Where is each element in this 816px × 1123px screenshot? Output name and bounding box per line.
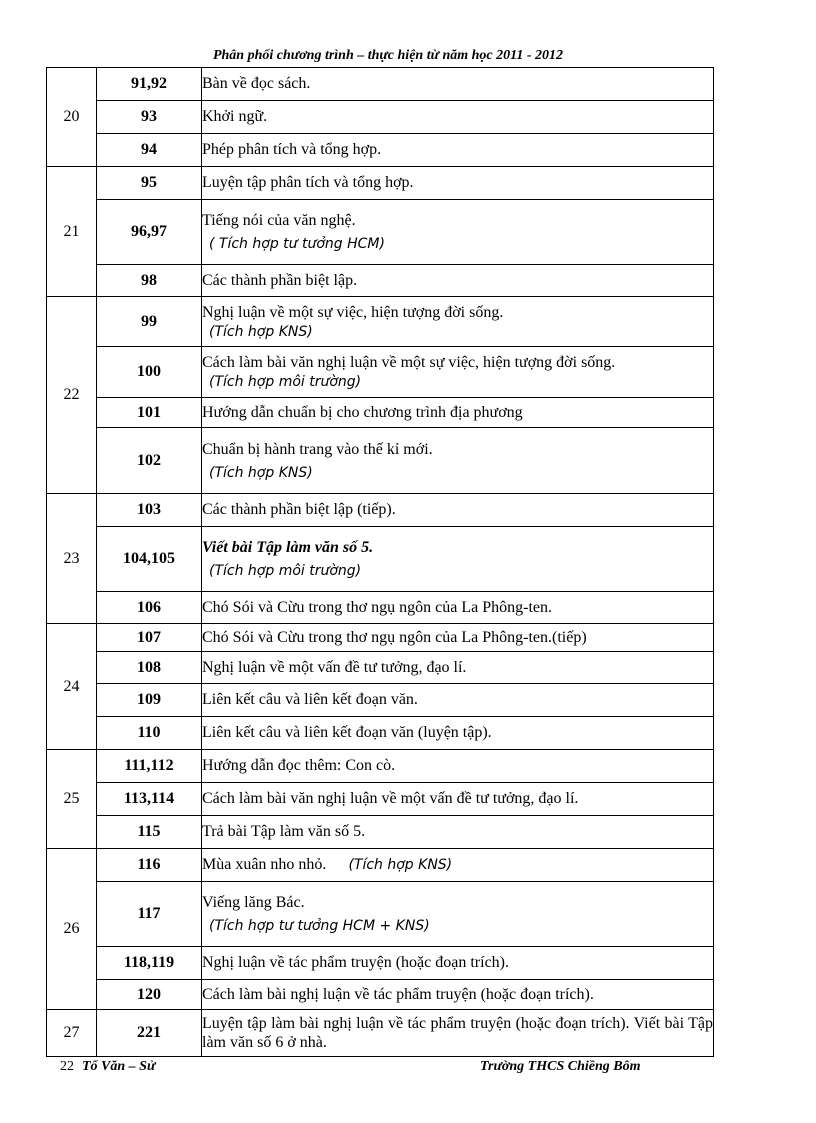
period-cell: 99 [97,297,202,347]
period-cell: 101 [97,398,202,428]
lesson-cell [202,816,714,849]
lesson-title: Tiếng nói của văn nghệ. [202,212,356,229]
integration-note: (Tích hợp tư tưởng HCM + KNS) [209,918,430,935]
period-cell: 108 [97,652,202,684]
table-row [47,783,714,816]
table-row [47,882,714,947]
lesson-cell [202,347,714,398]
lesson-title: Hướng dẫn đọc thêm: Con cò. [202,757,396,775]
period-cell: 113,114 [97,783,202,816]
lesson-title: Chó Sói và Cừu trong thơ ngụ ngôn của La Phông-ten.(tiếp) [202,628,587,646]
table-row [47,134,714,167]
week-cell: 21 [47,167,97,297]
table-row [47,624,714,652]
lesson-cell [202,297,714,347]
lesson-cell [202,398,714,428]
lesson-cell [202,428,714,494]
lesson-cell [202,947,714,980]
lesson-cell [202,684,714,717]
table-row [47,947,714,980]
period-cell: 94 [97,134,202,167]
integration-note: ( Tích hợp tư tưởng HCM) [209,236,385,253]
table-row [47,849,714,882]
lesson-title: Chó Sói và Cừu trong thơ ngụ ngôn của La Phông-ten. [202,598,552,616]
period-cell: 109 [97,684,202,717]
lesson-title: Khởi ngữ. [202,108,268,126]
lesson-title: Luyện tập phân tích và tổng hợp. [202,174,414,192]
integration-note: (Tích hợp môi trường) [209,563,362,580]
table-row [47,265,714,297]
lesson-title: Các thành phần biệt lập (tiếp). [202,501,396,519]
lesson-title: Trả bài Tập làm văn số 5. [202,823,366,841]
table-row [47,816,714,849]
table-row [47,398,714,428]
table-row [47,527,714,592]
integration-note: (Tích hợp KNS) [209,464,313,481]
week-cell: 25 [47,750,97,849]
lesson-cell [202,494,714,527]
week-cell: 26 [47,849,97,1010]
lesson-cell [202,652,714,684]
table-row [47,750,714,783]
lesson-cell [202,527,714,592]
period-cell: 120 [97,980,202,1010]
period-cell: 117 [97,882,202,947]
school-name: Trường THCS Chiềng Bôm [480,1059,641,1074]
table-row [47,592,714,624]
week-cell: 27 [47,1010,97,1057]
lesson-cell [202,882,714,947]
lesson-title: Liên kết câu và liên kết đoạn văn. [202,691,418,709]
team-name: Tổ Văn – Sử [82,1059,156,1074]
period-cell: 93 [97,101,202,134]
lesson-title: Phép phân tích và tổng hợp. [202,141,382,159]
lesson-title: Luyện tập làm bài nghị luận về tác phẩm truyện (hoặc đoạn trích). Viết bài Tập làm văn số 6 ở nhà. [202,1014,713,1051]
integration-note: (Tích hợp môi trường) [209,374,362,391]
period-cell: 221 [97,1010,202,1057]
table-row [47,347,714,398]
lesson-title: Cách làm bài văn nghị luận về một vấn đề tư tưởng, đạo lí. [202,790,579,808]
period-cell: 96,97 [97,200,202,265]
lesson-cell [202,849,714,882]
period-cell: 91,92 [97,68,202,101]
period-cell: 102 [97,428,202,494]
page-header: Phân phối chương trình – thực hiện từ năm học 2011 - 2012 [212,48,564,63]
period-cell: 106 [97,592,202,624]
table-row [47,652,714,684]
period-cell: 118,119 [97,947,202,980]
lesson-title: Nghị luận về một sự việc, hiện tượng đời sống. [202,303,504,321]
table-row [47,980,714,1010]
table-row [47,297,714,347]
page-footer-left [60,1059,155,1075]
lesson-cell [202,134,714,167]
period-cell: 116 [97,849,202,882]
table-row [47,494,714,527]
period-cell: 95 [97,167,202,200]
period-cell: 115 [97,816,202,849]
period-cell: 103 [97,494,202,527]
lesson-title: Viếng lăng Bác. [202,894,305,911]
lesson-title: Hướng dẫn chuẩn bị cho chương trình địa phương [202,403,523,421]
period-cell: 98 [97,265,202,297]
period-cell: 104,105 [97,527,202,592]
table-row [47,428,714,494]
curriculum-table [46,67,714,1057]
week-cell: 20 [47,68,97,167]
lesson-title: Bàn về đọc sách. [202,75,311,93]
period-cell: 110 [97,717,202,750]
lesson-cell [202,167,714,200]
period-cell: 111,112 [97,750,202,783]
lesson-title: Chuẩn bị hành trang vào thế kỉ mới. [202,440,433,458]
lesson-cell [202,68,714,101]
page-number: 22 [60,1059,74,1074]
lesson-title: Viết bài Tập làm văn số 5. [202,539,374,556]
lesson-cell [202,717,714,750]
lesson-title: Liên kết câu và liên kết đoạn văn (luyện tập). [202,724,492,742]
lesson-title: Nghị luận về tác phẩm truyện (hoặc đoạn trích). [202,954,509,972]
lesson-cell [202,783,714,816]
lesson-cell [202,624,714,652]
table-row [47,684,714,717]
lesson-cell [202,592,714,624]
table-row [47,68,714,101]
lesson-title: Cách làm bài văn nghị luận về một sự việc, hiện tượng đời sống. [202,354,616,371]
lesson-title: Nghị luận về một vấn đề tư tưởng, đạo lí. [202,658,467,676]
table-row [47,200,714,265]
lesson-cell [202,1010,714,1057]
lesson-cell [202,101,714,134]
table-row [47,1010,714,1057]
integration-note: (Tích hợp KNS) [209,323,313,340]
table-row [47,717,714,750]
lesson-cell [202,265,714,297]
period-cell: 100 [97,347,202,398]
lesson-cell [202,750,714,783]
lesson-title: Cách làm bài nghị luận về tác phẩm truyện (hoặc đoạn trích). [202,985,594,1003]
lesson-cell [202,980,714,1010]
week-cell: 24 [47,624,97,750]
table-row [47,167,714,200]
week-cell: 22 [47,297,97,494]
week-cell: 23 [47,494,97,624]
lesson-title: Các thành phần biệt lập. [202,271,358,289]
integration-note: (Tích hợp KNS) [348,857,453,874]
lesson-title: Mùa xuân nho nhỏ. [202,856,327,874]
period-cell: 107 [97,624,202,652]
lesson-cell [202,200,714,265]
table-row [47,101,714,134]
